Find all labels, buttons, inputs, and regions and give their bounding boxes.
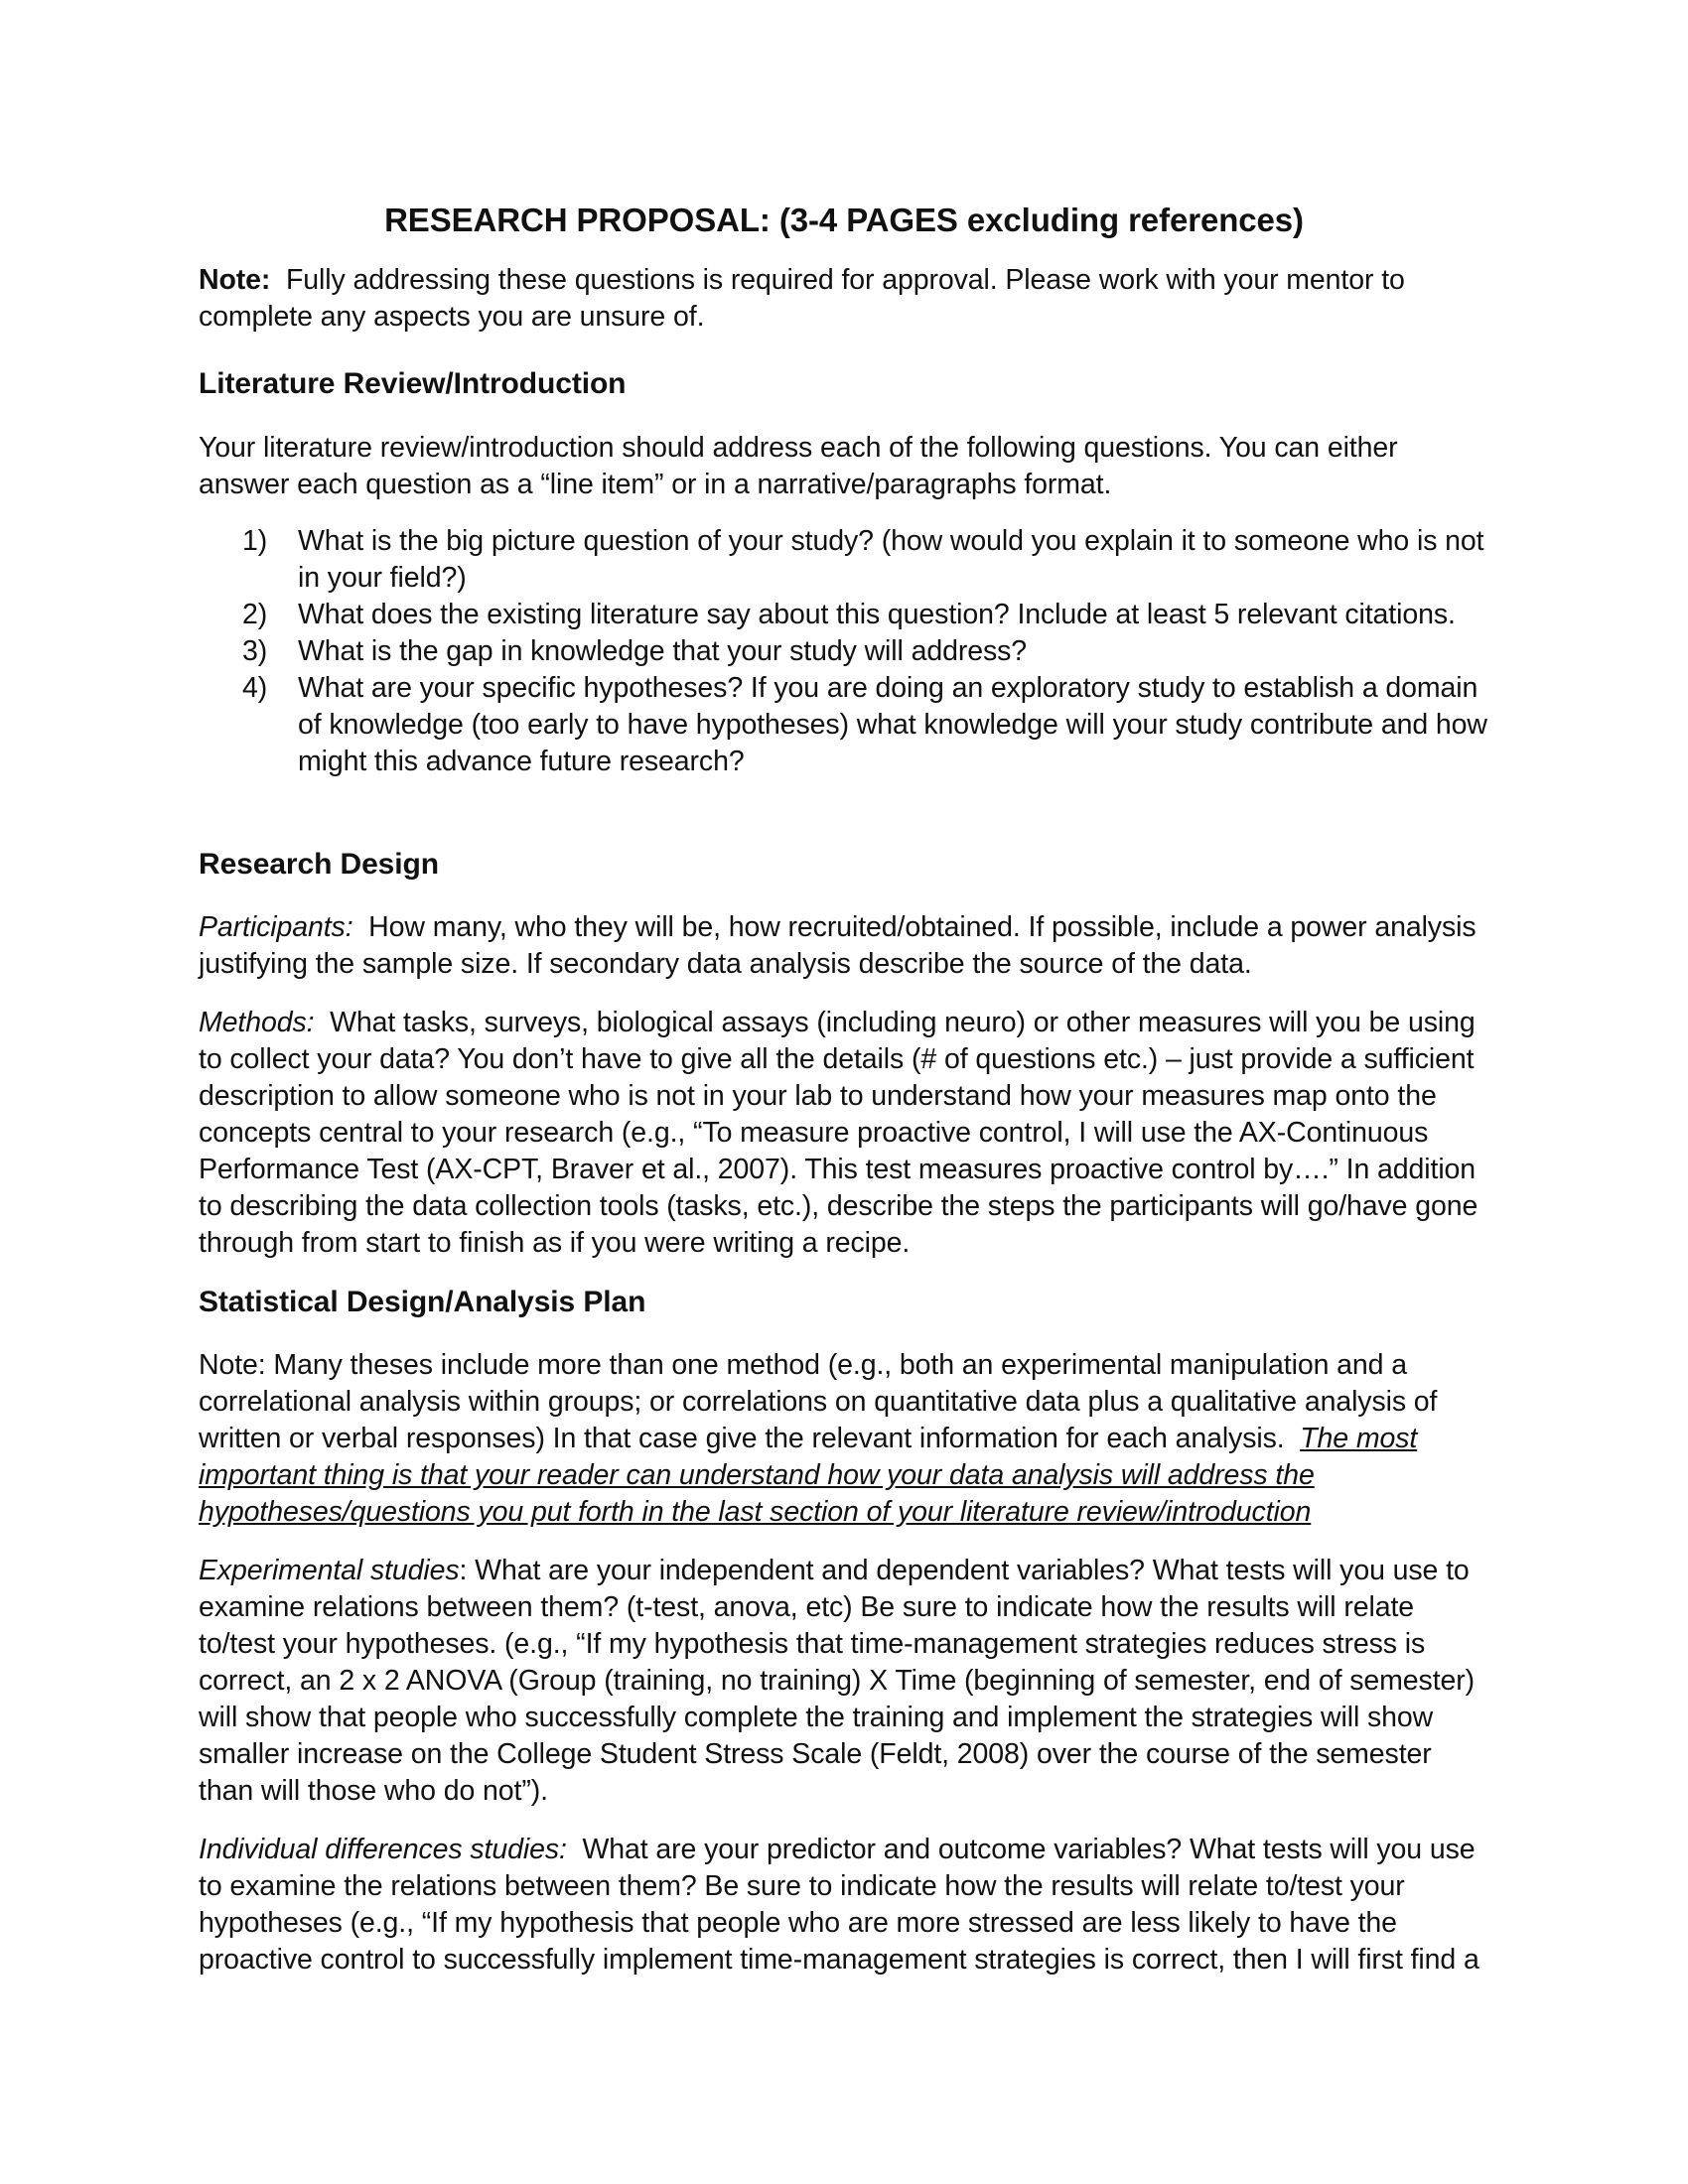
list-item-text: What are your specific hypotheses? If you are doing an exploratory study to establish a domain of knowledge (too early to have hypotheses) what knowledge will your study contribute and how might this advance future research? [298,672,1487,777]
individual-paragraph [199,1832,1489,1979]
stats-note-emphasis: The most important thing is that your reader can understand how your data analysis will address the hypotheses/questions you put forth in the last section of your literature review/introduction [199,1423,1418,1528]
participants-text: How many, who they will be, how recruited/obtained. If possible, include a power analysis justifying the sample size. If secondary data analysis describe the source of the data. [199,911,1477,980]
list-item-text: What is the gap in knowledge that your study will address? [298,635,1028,667]
list-item [199,523,1489,597]
question-list [199,523,1489,780]
experimental-text: : What are your independent and dependent variables? What tests will you use to examine relations between them? (t-test, anova, etc) Be sure to indicate how the results will relate to/test your hypotheses. (e.g., “If my hypothesis that time-management strategies reduces stress is correct, an 2 x 2 ANOVA (Group (training, no training) X Time (beginning of semester, end of semester) will show that people who successfully complete the training and implement the strategies will show smaller increase on the College Student Stress Scale (Feldt, 2008) over the course of the semester than will those who do not”). [199,1555,1476,1807]
list-item-number: 2) [242,599,268,630]
stats-note-text: Note: Many theses include more than one method (e.g., both an experimental manipulation and a correlational analysis within groups; or correlations on quantitative data plus a qualitative analysis of written or verbal responses) In that case give the relevant information for each analysis. [199,1349,1438,1454]
list-item-text: What does the existing literature say about this question? Include at least 5 relevant citations. [298,599,1456,630]
note-paragraph [199,262,1489,336]
note-label: Note: [199,264,271,296]
participants-paragraph [199,909,1489,983]
list-item-number: 1) [242,525,268,557]
list-item-number: 4) [242,672,268,704]
methods-paragraph [199,1005,1489,1262]
research-design-heading: Research Design [199,848,439,881]
stats-heading: Statistical Design/Analysis Plan [199,1286,646,1318]
list-item-number: 3) [242,635,268,667]
stats-note-paragraph [199,1347,1489,1531]
note-text: Fully addressing these questions is required for approval. Please work with your mentor to complete any aspects you are unsure of. [199,264,1405,333]
individual-text: What are your predictor and outcome variables? What tests will you use to examine the relations between them? Be sure to indicate how the results will relate to/test your hypotheses (e.g., “If my hypothesis that people who are more stressed are less likely to have the proactive control to successfully implement time-management strategies is correct, then I will first find a [199,1834,1479,1976]
list-item [199,597,1489,633]
experimental-paragraph [199,1553,1489,1810]
experimental-label: Experimental studies [199,1555,460,1586]
lit-review-intro: Your literature review/introduction should address each of the following questions. You can either answer each question as a “line item” or in a narrative/paragraphs format. [199,432,1398,500]
participants-label: Participants: [199,911,353,943]
list-item [199,670,1489,780]
methods-label: Methods: [199,1007,315,1038]
list-item [199,633,1489,670]
page-title: RESEARCH PROPOSAL: (3-4 PAGES excluding references) [384,202,1304,238]
individual-label: Individual differences studies: [199,1834,567,1865]
document-page [199,189,1489,1979]
methods-text: What tasks, surveys, biological assays (including neuro) or other measures will you be using to collect your data? You don’t have to give all the details (# of questions etc.) – just provide a sufficient description to allow someone who is not in your lab to understand how your measures map onto the concepts central to your research (e.g., “To measure proactive control, I will use the AX-Continuous Performance Test (AX-CPT, Braver et al., 2007). This test measures proactive control by….” In addition to describing the data collection tools (tasks, etc.), describe the steps the participants will go/have gone through from start to finish as if you were writing a recipe. [199,1007,1478,1259]
list-item-text: What is the big picture question of your study? (how would you explain it to someone who is not in your field?) [298,525,1484,594]
lit-review-heading: Literature Review/Introduction [199,367,627,400]
